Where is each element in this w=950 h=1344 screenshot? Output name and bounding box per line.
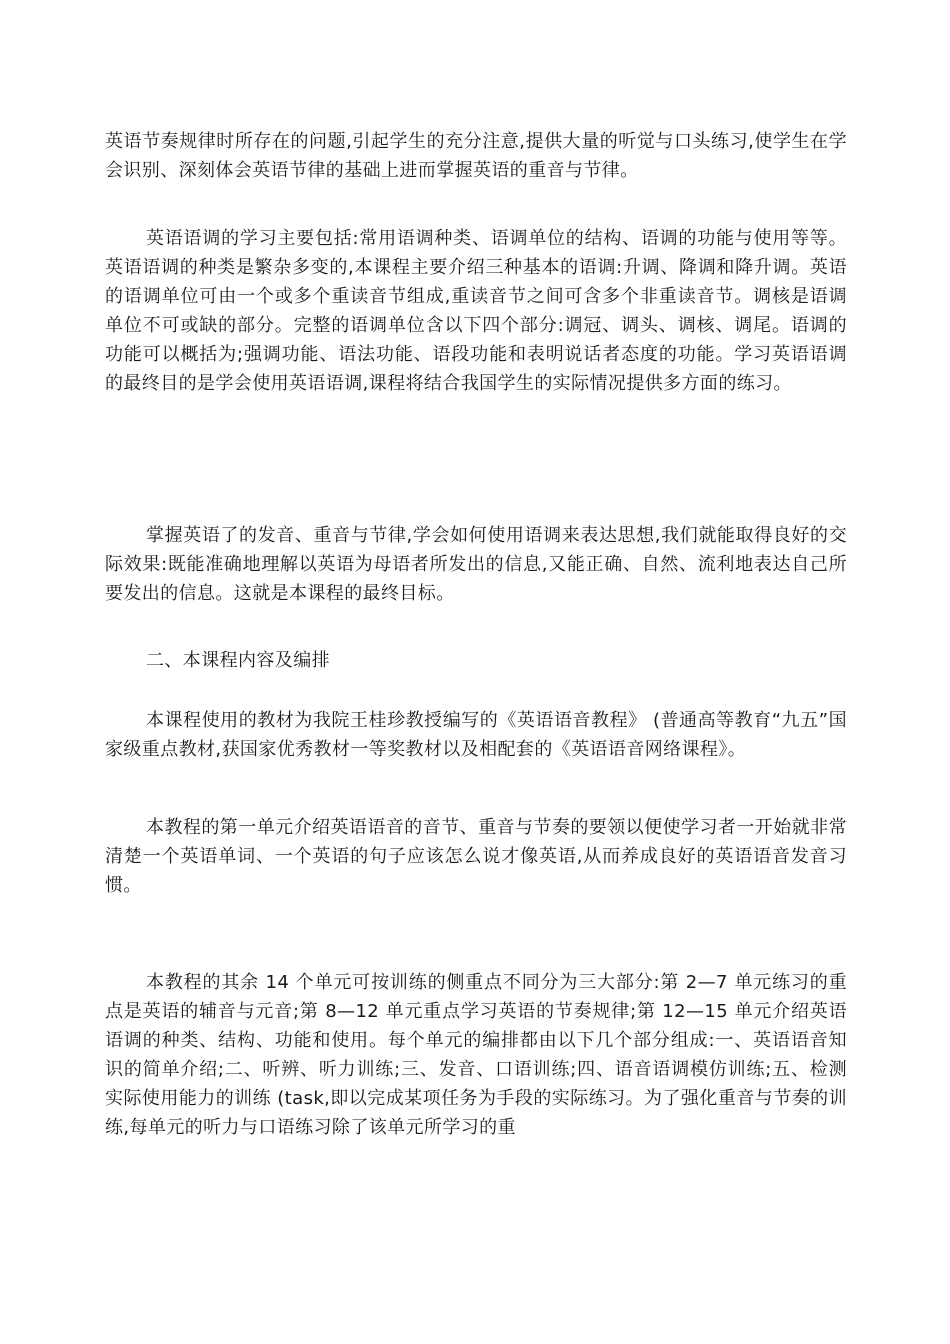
paragraph-text: 本教程的其余 14 个单元可按训练的侧重点不同分为三大部分:第 2—7 单元练习的重点是英语的辅音与元音;第 8—12 单元重点学习英语的节奏规律;第 12—15 单元介绍英语语调的种类、结构、功能和使用。每个单元的编排都由以下几个部分组成:一、英语语音知识的简单介绍;二、听辨、听力训练;三、发音、口语训练;四、语音语调模仿训练;五、检测实际使用能力的训练 (task,即以完成某项任务为手段的实际练习。为了强化重音与节奏的训练,每单元的听力与口语练习除了该单元所学习的重 [105, 972, 847, 1138]
paragraph-text: 掌握英语了的发音、重音与节律,学会如何使用语调来表达思想,我们就能取得良好的交际效果:既能准确地理解以英语为母语者所发出的信息,又能正确、自然、流利地表达自己所要发出的信息。这就是本课程的最终目标。 [105, 525, 847, 604]
paragraph-4 [105, 706, 847, 764]
paragraph-text: 英语节奏规律时所存在的问题,引起学生的充分注意,提供大量的听觉与口头练习,使学生在学会识别、深刻体会英语节律的基础上进而掌握英语的重音与节律。 [105, 131, 847, 181]
heading-text: 二、本课程内容及编排 [146, 650, 330, 671]
paragraph-text: 本教程的第一单元介绍英语语音的音节、重音与节奏的要领以便使学习者一开始就非常清楚一个英语单词、一个英语的句子应该怎么说才像英语,从而养成良好的英语语音发音习惯。 [105, 817, 847, 896]
paragraph-text: 英语语调的学习主要包括:常用语调种类、语调单位的结构、语调的功能与使用等等。英语语调的种类是繁杂多变的,本课程主要介绍三种基本的语调:升调、降调和降升调。英语的语调单位可由一个或多个重读音节组成,重读音节之间可含多个非重读音节。调核是语调单位不可或缺的部分。完整的语调单位含以下四个部分:调冠、调头、调核、调尾。语调的功能可以概括为;强调功能、语法功能、语段功能和表明说话者态度的功能。学习英语语调的最终目的是学会使用英语语调,课程将结合我国学生的实际情况提供多方面的练习。 [105, 228, 847, 394]
section-heading [105, 646, 847, 675]
paragraph-3 [105, 521, 847, 608]
paragraph-text: 本课程使用的教材为我院王桂珍教授编写的《英语语音教程》 (普通高等教育“九五”国家级重点教材,获国家优秀教材一等奖教材以及相配套的《英语语音网络课程》。 [105, 710, 847, 760]
paragraph-6 [105, 968, 847, 1142]
paragraph-5 [105, 813, 847, 900]
paragraph-1 [105, 127, 847, 185]
paragraph-2 [105, 224, 847, 398]
